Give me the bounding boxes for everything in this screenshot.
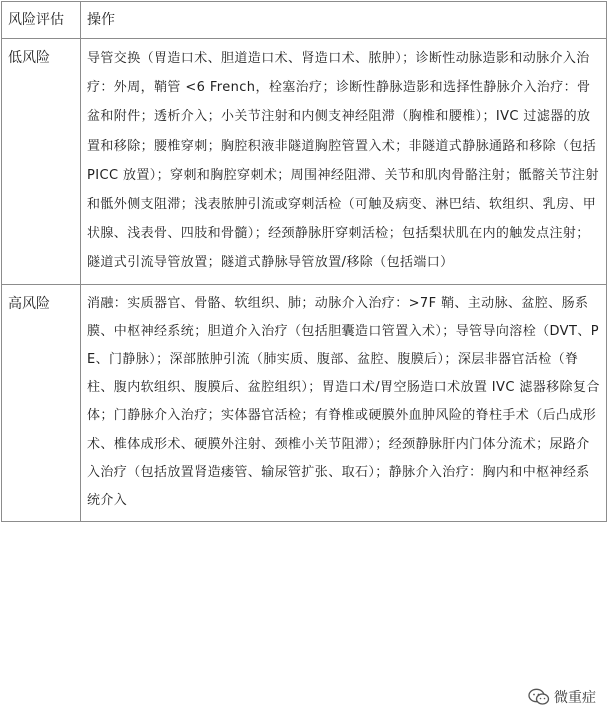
low-risk-procedures: 导管交换（胃造口术、胆道造口术、肾造口术、脓肿）；诊断性动脉造影和动脉介入治疗：外周，鞘管 <6 French，栓塞治疗；诊断性静脉造影和选择性静脉介入治疗：骨盆和附件；透析介入；小关节注射和内侧支神经阻滞（胸椎和腰椎）；IVC 过滤器的放置和移除；腰椎穿刺；胸腔积液非隧道胸腔管置入术；非隧道式静脉通路和移除（包括 PICC 放置）；穿刺和胸腔穿刺术；周围神经阻滞、关节和肌肉骨骼注射；骶髂关节注射和骶外侧支阻滞；浅表脓肿引流或穿刺活检（可触及病变、淋巴结、软组织、乳房、甲状腺、浅表骨、四肢和骨髓）；经颈静脉肝穿刺活检；包括梨状肌在内的触发点注射；隧道式引流导管放置；隧道式静脉导管放置/移除（包括端口）: [87, 51, 599, 271]
low-risk-label: 低风险: [8, 50, 50, 66]
header-cell-risk: [2, 2, 81, 39]
header-risk-assessment: 风险评估: [8, 12, 64, 28]
high-risk-label: 高风险: [8, 295, 50, 312]
watermark: [528, 687, 596, 707]
wechat-icon: [528, 688, 550, 706]
table-row-low-risk: [2, 39, 607, 285]
watermark-text: 微重症: [554, 690, 596, 706]
high-risk-label-cell: [2, 284, 81, 522]
low-risk-label-cell: [2, 39, 81, 285]
high-risk-procedures: 消融：实质器官、骨骼、软组织、肺；动脉介入治疗：>7F 鞘、主动脉、盆腔、肠系膜、中枢神经系统；胆道介入治疗（包括胆囊造口管置入术）；导管导向溶栓（DVT、PE、门静脉）；深部脓肿引流（肺实质、腹部、盆腔、腹膜后）；深层非器官活检（脊柱、腹内软组织、腹膜后、盆腔组织）；胃造口术/胃空肠造口术放置 IVC 滤器移除复合体；门静脉介入治疗；实体器官活检；有脊椎或硬膜外血肿风险的脊柱手术（后凸成形术、椎体成形术、硬膜外注射、颈椎小关节阻滞）；经颈静脉肝内门体分流术；尿路介入治疗（包括放置肾造瘘管、输尿管扩张、取石）；静脉介入治疗：胸内和中枢神经系统介入: [87, 295, 600, 509]
header-operation: 操作: [87, 12, 115, 28]
table-header-row: [2, 2, 607, 39]
table-row-high-risk: [2, 284, 607, 522]
high-risk-procedures-cell: [81, 284, 607, 522]
low-risk-procedures-cell: [81, 39, 607, 285]
risk-table: [1, 1, 607, 522]
header-cell-operation: [81, 2, 607, 39]
